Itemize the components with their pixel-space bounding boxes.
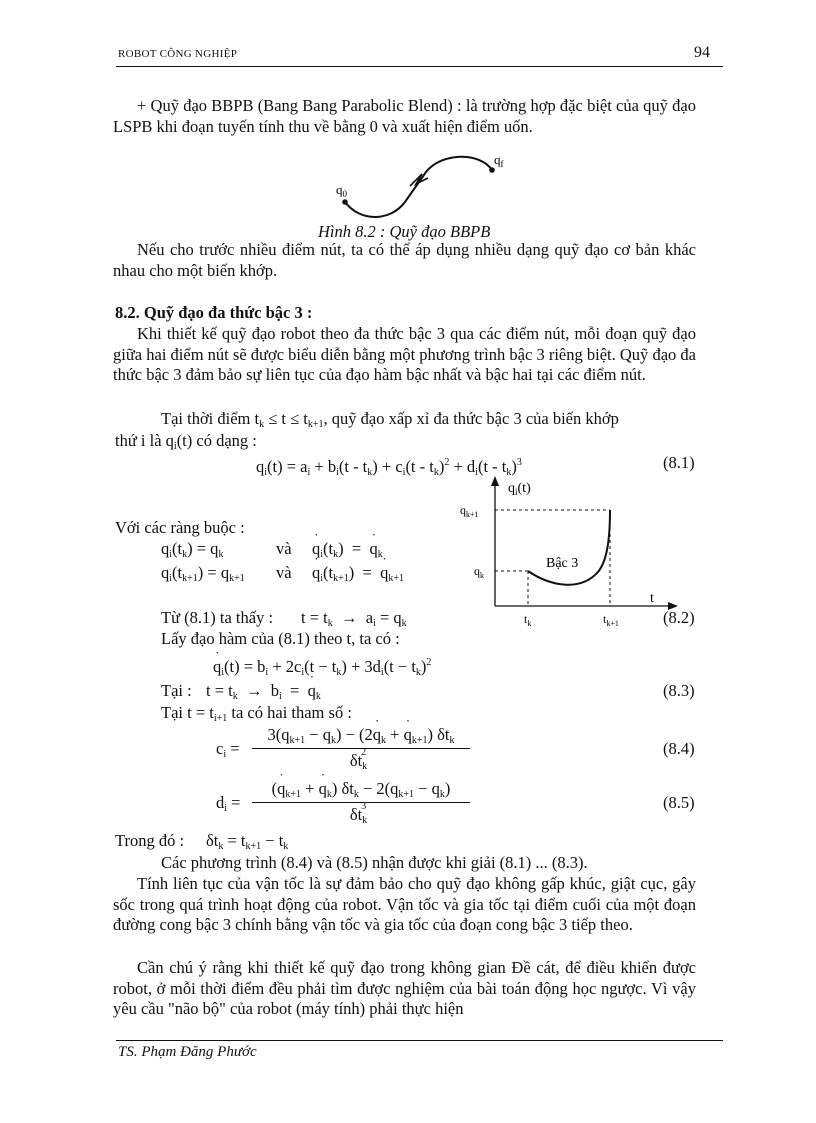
figure-8-2-caption: Hình 8.2 : Quỹ đạo BBPB xyxy=(318,222,491,241)
bbpb-trajectory xyxy=(342,157,492,217)
eq-8-5-denominator: $\delta t_k^3$ xyxy=(349,801,368,826)
footer-rule xyxy=(116,1040,723,1041)
svg-text:qk+1: $q_{k+1}$ xyxy=(460,503,479,519)
equation-8-2: $t = t_k \to a_i = q_k$ xyxy=(301,608,407,629)
start-point-q0 xyxy=(342,199,348,205)
footer-author: TS. Phạm Đăng Phước xyxy=(118,1044,257,1060)
svg-text:tk+1: $t_{k+1}$ xyxy=(603,612,619,626)
eq-8-3-text: Tại : xyxy=(161,681,192,700)
constraint-1: $q_i(t_k) = q_k$ xyxy=(161,539,224,560)
paragraph-cartesian: Cần chú ý rằng khi thiết kế quỹ đạo trong không gian Đề cát, để điều khiển được robot, ở mỗi thời điểm đều phải tìm được nghiệm của bài toán động học ngược. Vì vậy yêu cầu "não bộ" của robot (máy tính) phải thực hiện xyxy=(113,958,696,1018)
where-text: Trong đó : xyxy=(115,831,185,850)
svg-text:t: t xyxy=(650,591,654,606)
time-interval-line-2: thứ i là $q_i(t)$ có dạng : xyxy=(115,431,257,452)
paragraph-design: Khi thiết kế quỹ đạo robot theo đa thức bậc 3 qua các điểm nút, mỗi đoạn quỹ đạo giữa hai điểm nút sẽ được biểu diễn bằng một phương trình bậc 3 riêng biệt. Quỹ đạo đa thức bậc 3 đảm bảo sự liên tục của đạo hàm bậc nhất và bậc hai tại các điểm nút. xyxy=(113,324,696,384)
y-axis-arrow xyxy=(491,476,499,486)
figure-cubic-segment xyxy=(460,474,680,626)
delta-t-definition: $\delta t_k = t_{k+1} - t_k$ xyxy=(206,831,289,852)
constraint-1-deriv: ˙ $q_i(t_k)$ = ˙ $q_k$ xyxy=(312,538,383,565)
eq-8-4-numerator: $3(q_{k+1} - q_k)$ − (2˙ $q_k$ + ˙ $q_{k+1}$) $\delta t_k$ xyxy=(250,724,472,751)
header-rule xyxy=(116,66,723,67)
equation-8-4-label: (8.4) xyxy=(663,739,695,758)
two-params-text: Tại $t = t_{i+1}$ ta có hai tham số : xyxy=(161,703,352,724)
paragraph-bbpb: + Quỹ đạo BBPB (Bang Bang Parabolic Blend) : là trường hợp đặc biệt của quỹ đạo LSPB khi đoạn tuyến tính thu về bằng 0 và xuất hiện điểm uốn. xyxy=(113,96,696,136)
curve-label: Bậc 3 xyxy=(546,556,579,571)
eq-8-4-denominator: $\delta t_k^2$ xyxy=(349,747,368,772)
equation-8-2-label: (8.2) xyxy=(663,608,695,627)
svg-text:qk: $q_k$ xyxy=(474,564,484,580)
constraint-2-deriv: ˙ $q_i(t_{k+1})$ = ˙ $q_{k+1}$ xyxy=(312,562,404,589)
qf-sub: f xyxy=(500,159,504,169)
inflection-mark xyxy=(410,174,428,186)
eq-8-5-numerator: (˙ $q_{k+1}$ + ˙ $q_k$) $\delta t_k - 2(q_{k+1} - q_k)$ xyxy=(250,778,472,805)
equation-8-1-label: (8.1) xyxy=(663,453,695,472)
time-interval-line: Tại thời điểm $t_k \le t \le t_{k+1}$, quỹ đạo xấp xỉ đa thức bậc 3 của biến khớp xyxy=(161,409,619,430)
q0-sub: 0 xyxy=(342,189,347,199)
constraint-2: $q_i(t_{k+1}) = q_{k+1}$ xyxy=(161,563,245,584)
eq-8-5-lhs: $d_i$ = xyxy=(216,793,241,814)
end-point-qf xyxy=(489,167,495,173)
figure-bbpb-curve xyxy=(330,150,530,228)
svg-text:qf xyxy=(494,152,504,169)
svg-text:tk: $t_k$ xyxy=(524,612,532,626)
eq-8-4-lhs: $c_i$ = xyxy=(216,739,240,760)
derivative-equation: ˙ $q_i(t) = b_i + 2c_i(t - t_k) + 3d_i(t - t_k)^2$ xyxy=(213,652,431,683)
and-word-1: và xyxy=(276,539,292,558)
section-title-8-2: 8.2. Quỹ đạo đa thức bậc 3 : xyxy=(115,303,313,322)
svg-text:qi(t): $q_i(t)$ xyxy=(508,481,531,497)
equation-8-3: $t = t_k \to b_i$ = ˙ $q_k$ xyxy=(206,680,321,707)
cubic-curve xyxy=(528,510,610,585)
qf-label: q xyxy=(494,152,501,167)
eq-8-2-text: Từ (8.1) ta thấy : xyxy=(161,608,274,627)
paragraph-nodes: Nếu cho trước nhiều điểm nút, ta có thể áp dụng nhiều dạng quỹ đạo cơ bản khác nhau cho một biến khớp. xyxy=(113,240,696,280)
paragraph-equations: Các phương trình (8.4) và (8.5) nhận được khi giải (8.1) ... (8.3). xyxy=(161,853,588,872)
constraints-title: Với các ràng buộc : xyxy=(115,518,245,537)
and-word-2: và xyxy=(276,563,292,582)
equation-8-3-label: (8.3) xyxy=(663,681,695,700)
svg-text:q0 xyxy=(336,182,348,199)
page-number: 94 xyxy=(694,44,710,61)
paragraph-continuity: Tính liên tục của vận tốc là sự đảm bảo cho quỹ đạo không gấp khúc, giật cục, gây sốc trong quá trình hoạt động của robot. Vận tốc và gia tốc tại điểm cuối của một đoạn đường cong bậc 3 chính bằng vận tốc và gia tốc của đoạn cong bậc 3 tiếp theo. xyxy=(113,874,696,934)
running-header-title: ROBOT CÔNG NGHIỆP xyxy=(118,48,238,60)
derivative-text: Lấy đạo hàm của (8.1) theo t, ta có : xyxy=(161,629,400,648)
equation-8-5-label: (8.5) xyxy=(663,793,695,812)
equation-8-1: $q_i(t) = a_i + b_i(t - t_k) + c_i(t - t_k)^2 + d_i(t - t_k)^3$ xyxy=(256,457,522,478)
q0-label: q xyxy=(336,182,343,197)
